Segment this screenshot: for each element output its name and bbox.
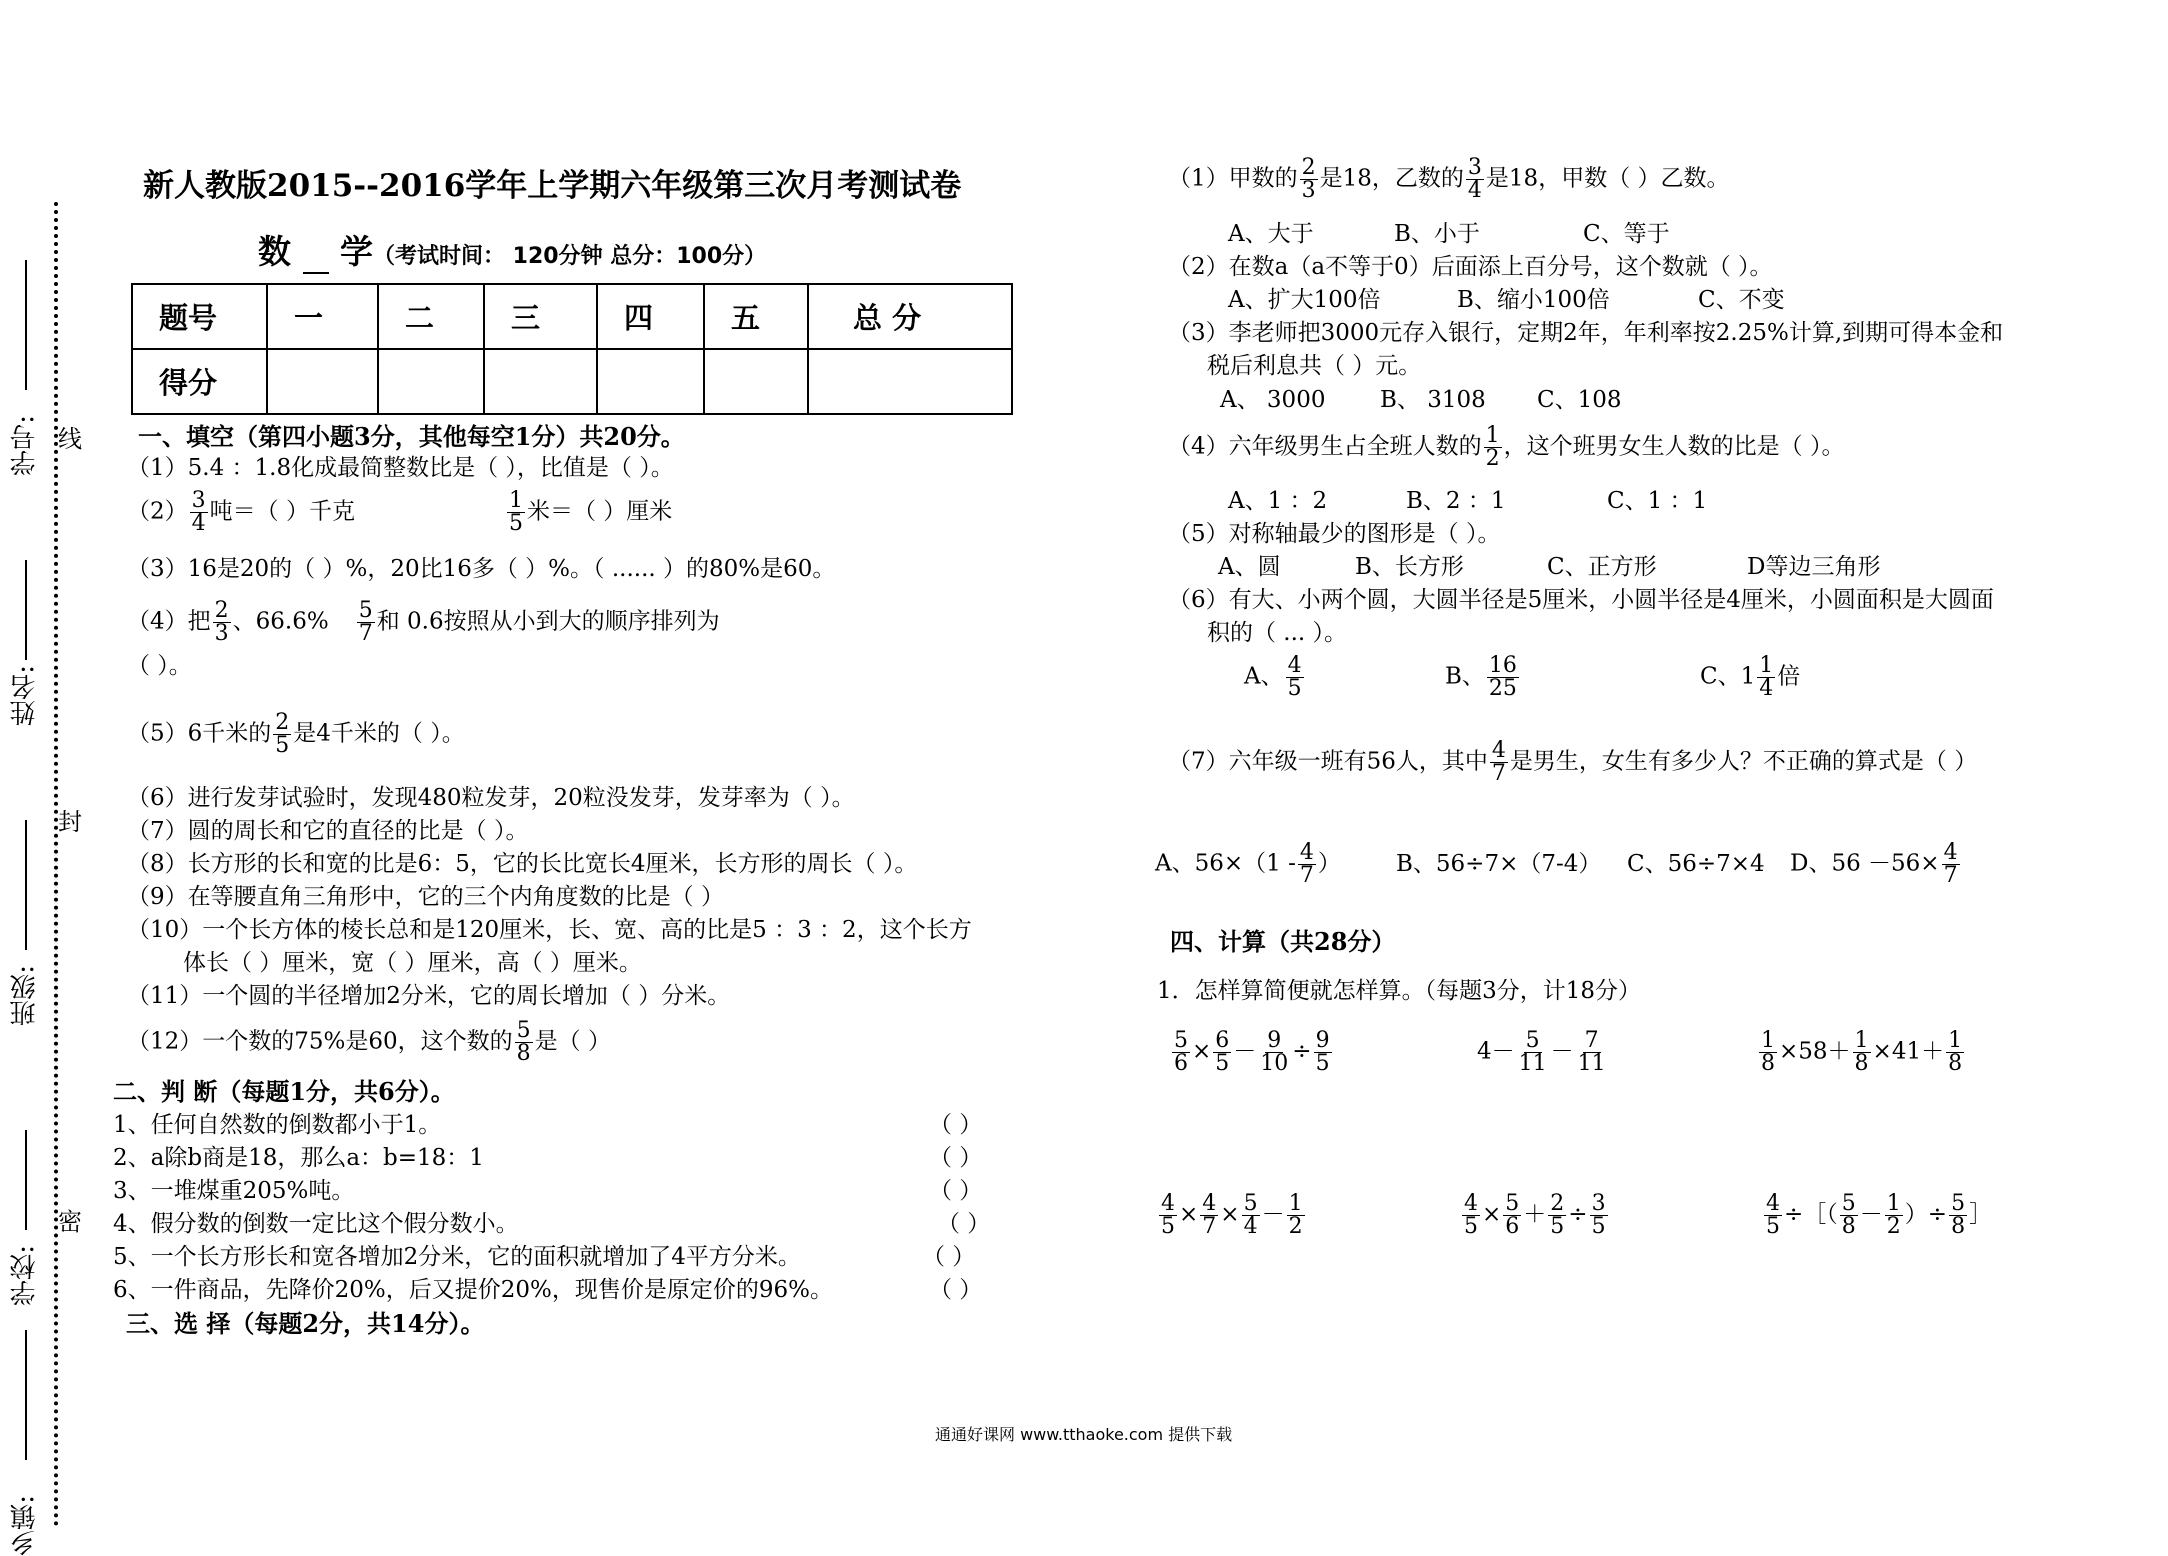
s3-q4-opt-c: C、1 ：1 [1607, 488, 1708, 514]
s3-q7-opt-c: C、56÷7×4 [1627, 851, 1765, 877]
s1-q2 [127, 490, 672, 535]
s1-q4-prefix: （4）把 [127, 608, 211, 635]
s3-q6-opt-a [1244, 655, 1306, 700]
calc-expr-2: 4－ $\frac{5}{11}$ － $\frac{7}{11}$ [1477, 1028, 1606, 1076]
judge-paren[interactable]: （ ） [922, 1244, 976, 1270]
s3-q4 [1168, 425, 1844, 470]
calc-expr-1: $\frac{5}{6}$ × $\frac{6}{5}$ － $\frac{9}{10}$ ÷ $\frac{9}{5}$ [1174, 1028, 1330, 1076]
s3-q7-opt-a-prefix: A、56×（1 - [1155, 850, 1296, 877]
fraction: $\frac{3}{4}$ [1467, 155, 1482, 203]
judge-item: 6、一件商品，先降价20%，后又提价20%，现售价是原定价的96%。 [113, 1277, 833, 1303]
fraction: $\frac{16}{25}$ [1488, 653, 1517, 701]
name-line [25, 560, 27, 660]
s3-q2-opt-a: A、扩大100倍 [1228, 287, 1381, 313]
s1-q7: （7）圆的周长和它的直径的比是（ ）。 [127, 818, 529, 844]
judge-paren[interactable]: （ ） [937, 1211, 991, 1237]
school-label: 学校: [10, 1245, 40, 1306]
section4-sub1: 1．怎样算简便就怎样算。（每题3分，计18分） [1157, 978, 1642, 1004]
section2-heading: 二、判 断（每题1分，共6分）。 [113, 1077, 455, 1106]
s1-q10-line2: 体长（ ）厘米，宽（ ）厘米，高（ ）厘米。 [183, 950, 642, 976]
fraction: $\frac{2}{5}$ [1550, 1191, 1565, 1239]
s3-q6-line1: （6）有大、小两个圆，大圆半径是5厘米，小圆半径是4厘米，小圆面积是大圆面 [1168, 587, 1994, 613]
s3-q6-opt-b-label: B、 [1445, 663, 1485, 690]
score-table [131, 283, 1013, 415]
judge-item: 3、一堆煤重205%吨。 [113, 1178, 355, 1204]
s3-q2-opt-b: B、缩小100倍 [1457, 287, 1610, 313]
calc-expr-6: $\frac{4}{5}$ ÷［（ $\frac{5}{8}$ － $\frac{1}{2}$ ）÷ $\frac{5}{8}$ ］ [1766, 1191, 1993, 1239]
s3-q7-opt-d-prefix: D、56 －56× [1790, 850, 1940, 877]
score-cell[interactable] [484, 349, 597, 414]
fraction: $\frac{1}{2}$ [1485, 423, 1500, 471]
exam-info: （考试时间： 120分钟 总分：100分） [373, 244, 767, 269]
calc-expr-3: $\frac{1}{8}$ ×58＋ $\frac{1}{8}$ ×41＋ $\frac{1}{8}$ [1761, 1028, 1963, 1076]
fraction: $\frac{1}{8}$ [1948, 1028, 1963, 1076]
s1-q2-prefix: （2） [127, 498, 188, 525]
s1-q2-part1: 吨＝（ ）千克 [209, 498, 355, 525]
s3-q1-opt-a: A、大于 [1228, 221, 1314, 247]
s3-q7-tail: 是男生，女生有多少人？不正确的算式是（ ） [1509, 748, 1978, 775]
seal-mi: 密 [58, 1208, 82, 1236]
score-header-cell: 题号 [132, 284, 267, 349]
score-header-cell: 二 [378, 284, 484, 349]
fraction: $\frac{3}{5}$ [1591, 1191, 1606, 1239]
score-cell[interactable] [378, 349, 484, 414]
judge-item: 5、一个长方形长和宽各增加2分米，它的面积就增加了4平方分米。 [113, 1244, 801, 1270]
judge-item: 4、假分数的倒数一定比这个假分数小。 [113, 1211, 519, 1237]
fraction: $\frac{2}{3}$ [214, 598, 229, 646]
s3-q7-opt-b: B、56÷7×（7-4） [1396, 851, 1602, 877]
s3-q5: （5）对称轴最少的图形是（ ）。 [1168, 521, 1501, 547]
fraction: $\frac{9}{10}$ [1260, 1028, 1289, 1076]
fraction: $\frac{5}{4}$ [1243, 1191, 1258, 1239]
section3-heading: 三、选 择（每题2分，共14分）。 [126, 1309, 485, 1338]
s3-q3-opt-b: B、 3108 [1380, 387, 1486, 413]
s3-q4-opt-a: A、1 ：2 [1228, 488, 1328, 514]
fraction: $\frac{1}{2}$ [1886, 1191, 1901, 1239]
s1-q10-line1: （10）一个长方体的棱长总和是120厘米，长、宽、高的比是5 ：3 ：2，这个长方 [127, 917, 972, 943]
score-header-row [132, 284, 1012, 349]
s1-q9: （9）在等腰直角三角形中，它的三个内角度数的比是（ ） [127, 884, 724, 910]
fraction: $\frac{5}{7}$ [358, 598, 373, 646]
exam-title: 新人教版2015--2016学年上学期六年级第三次月考测试卷 [143, 168, 962, 204]
fraction: $\frac{4}{7}$ [1202, 1191, 1217, 1239]
s3-q3-line2: 税后利息共（ ）元。 [1207, 353, 1422, 379]
subject-blank [303, 232, 329, 274]
s1-q4-tail: 和 0.6按照从小到大的顺序排列为 [376, 608, 720, 635]
s1-q2-part2: 米＝（ ）厘米 [526, 498, 673, 525]
s1-q12-tail: 是（ ） [534, 1028, 611, 1055]
fraction: $\frac{4}{7}$ [1491, 738, 1506, 786]
s1-q4-mid: 、66.6% [232, 608, 329, 635]
fraction: $\frac{5}{11}$ [1518, 1028, 1547, 1076]
binding-dotted-line [54, 202, 58, 1527]
fraction: $\frac{9}{5}$ [1315, 1028, 1330, 1076]
score-header-cell: 三 [484, 284, 597, 349]
score-header-cell: 五 [704, 284, 808, 349]
s1-q11: （11）一个圆的半径增加2分米，它的周长增加（ ）分米。 [127, 983, 731, 1009]
s3-q1-prefix: （1）甲数的 [1168, 165, 1298, 192]
seal-feng: 封 [58, 808, 82, 836]
s3-q4-opt-b: B、2 ：1 [1406, 488, 1506, 514]
s3-q1 [1168, 157, 1730, 202]
fraction: $\frac{2}{3}$ [1301, 155, 1316, 203]
fraction: $\frac{5}{6}$ [1505, 1191, 1520, 1239]
subject-line [258, 232, 766, 274]
s3-q1-opt-c: C、等于 [1583, 221, 1670, 247]
s3-q1-tail: 是18，甲数（ ）乙数。 [1485, 165, 1730, 192]
s3-q4-prefix: （4）六年级男生占全班人数的 [1168, 433, 1482, 460]
town-label: 乡镇: [10, 1495, 40, 1556]
fraction: $\frac{4}{5}$ [1464, 1191, 1478, 1239]
judge-paren[interactable]: （ ） [929, 1178, 983, 1204]
s1-q6: （6）进行发芽试验时，发现480粒发芽，20粒没发芽，发芽率为（ ）。 [127, 785, 855, 811]
s3-q5-opt-b: B、长方形 [1355, 554, 1464, 580]
s3-q5-opt-c: C、正方形 [1547, 554, 1657, 580]
judge-item: 1、任何自然数的倒数都小于1。 [113, 1112, 442, 1138]
fraction: $\frac{1}{5}$ [508, 488, 523, 536]
judge-paren[interactable]: （ ） [929, 1145, 983, 1171]
score-header-cell: 一 [267, 284, 378, 349]
subject-prefix: 数 [258, 232, 291, 271]
s3-q5-opt-d: D等边三角形 [1747, 554, 1881, 580]
s3-q7 [1168, 740, 1977, 785]
seal-xian: 线 [58, 425, 82, 453]
score-cell[interactable] [704, 349, 808, 414]
fraction: $\frac{1}{2}$ [1288, 1191, 1303, 1239]
s1-q12-prefix: （12）一个数的75%是60，这个数的 [127, 1028, 513, 1055]
s3-q6-opt-c-tail: 倍 [1777, 663, 1801, 690]
class-line [25, 820, 27, 950]
student-no-line [25, 260, 27, 390]
s3-q7-opt-d [1790, 842, 1962, 887]
s1-q5-tail: 是4千米的（ ）。 [293, 720, 465, 747]
judge-paren[interactable]: （ ） [929, 1277, 983, 1303]
s3-q6-opt-b [1445, 655, 1521, 700]
fraction: $\frac{2}{5}$ [275, 710, 290, 758]
town-line [25, 1330, 27, 1460]
fraction: $\frac{5}{8}$ [516, 1018, 531, 1066]
name-label: 姓名: [10, 665, 40, 726]
score-header-cell: 四 [597, 284, 704, 349]
score-cell[interactable] [597, 349, 704, 414]
calc-expr-4: $\frac{4}{5}$ × $\frac{4}{7}$ × $\frac{5}{4}$ － $\frac{1}{2}$ [1161, 1191, 1303, 1239]
s3-q7-opt-a [1155, 842, 1341, 887]
s1-q4-answer-line: （ ）。 [127, 653, 192, 679]
school-line [25, 1130, 27, 1230]
fraction: $\frac{3}{4}$ [191, 488, 206, 536]
s1-q1: （1）5.4 ：1.8化成最简整数比是（ ），比值是（ ）。 [127, 455, 674, 481]
s1-q5-prefix: （5）6千米的 [127, 720, 272, 747]
s3-q7-prefix: （7）六年级一班有56人，其中 [1168, 748, 1488, 775]
s3-q5-opt-a: A、圆 [1218, 554, 1281, 580]
s3-q1-opt-b: B、小于 [1394, 221, 1480, 247]
fraction: $\frac{6}{5}$ [1215, 1028, 1230, 1076]
fraction: $\frac{1}{4}$ [1759, 653, 1774, 701]
s1-q5 [127, 712, 465, 757]
section4-heading: 四、计算（共28分） [1170, 927, 1396, 956]
student-no-label: 学号: [10, 415, 40, 476]
s3-q7-opt-a-tail: ） [1317, 850, 1341, 877]
s3-q6-opt-c [1700, 655, 1800, 700]
s1-q4 [127, 600, 720, 645]
score-cell[interactable] [808, 349, 1012, 414]
fraction: $\frac{5}{8}$ [1841, 1191, 1856, 1239]
section1-heading: 一、填空（第四小题3分，其他每空1分）共20分。 [138, 422, 685, 451]
fraction: $\frac{4}{7}$ [1299, 840, 1314, 888]
s3-q3-opt-a: A、 3000 [1220, 387, 1326, 413]
class-label: 班级: [10, 965, 40, 1026]
calc-expr-5: $\frac{4}{5}$ × $\frac{5}{6}$ ＋ $\frac{2}{5}$ ÷ $\frac{3}{5}$ [1464, 1191, 1606, 1239]
fraction: $\frac{5}{8}$ [1951, 1191, 1966, 1239]
s1-q12 [127, 1020, 611, 1065]
judge-item: 2、a除b商是18，那么a：b=18：1 [113, 1145, 484, 1171]
s3-q1-mid: 是18，乙数的 [1319, 165, 1464, 192]
s3-q3-line1: （3）李老师把3000元存入银行，定期2年，年利率按2.25%计算,到期可得本金和 [1168, 320, 2004, 346]
s1-q3: （3）16是20的（ ）%，20比16多（ ）%。（ ...... ）的80%是60。 [127, 556, 836, 582]
s3-q2-opt-c: C、不变 [1698, 287, 1785, 313]
footer-credit: 通通好课网 www.tthaoke.com 提供下载 [935, 1425, 1233, 1444]
s3-q6-line2: 积的（ ... ）。 [1207, 620, 1348, 646]
s3-q4-tail: ，这个班男女生人数的比是（ ）。 [1503, 433, 1845, 460]
fraction: $\frac{4}{7}$ [1943, 840, 1958, 888]
s3-q6-opt-a-label: A、 [1244, 663, 1284, 690]
score-cell[interactable] [267, 349, 378, 414]
score-row-label: 得分 [132, 349, 267, 414]
fraction: $\frac{4}{5}$ [1161, 1191, 1175, 1239]
score-header-cell: 总 分 [808, 284, 1012, 349]
s1-q8: （8）长方形的长和宽的比是6：5，它的长比宽长4厘米，长方形的周长（ ）。 [127, 851, 918, 877]
fraction: $\frac{1}{8}$ [1854, 1028, 1869, 1076]
fraction: $\frac{4}{5}$ [1287, 653, 1302, 701]
subject-suffix: 学 [340, 232, 373, 271]
score-value-row [132, 349, 1012, 414]
s3-q6-opt-c-label: C、1 [1700, 663, 1756, 690]
fraction: $\frac{5}{6}$ [1174, 1028, 1188, 1076]
judge-paren[interactable]: （ ） [929, 1112, 983, 1138]
s3-q2: （2）在数a（a不等于0）后面添上百分号，这个数就（ ）。 [1168, 254, 1773, 280]
fraction: $\frac{4}{5}$ [1766, 1191, 1780, 1239]
fraction: $\frac{7}{11}$ [1577, 1028, 1606, 1076]
fraction: $\frac{1}{8}$ [1761, 1028, 1775, 1076]
s3-q3-opt-c: C、108 [1537, 387, 1622, 413]
